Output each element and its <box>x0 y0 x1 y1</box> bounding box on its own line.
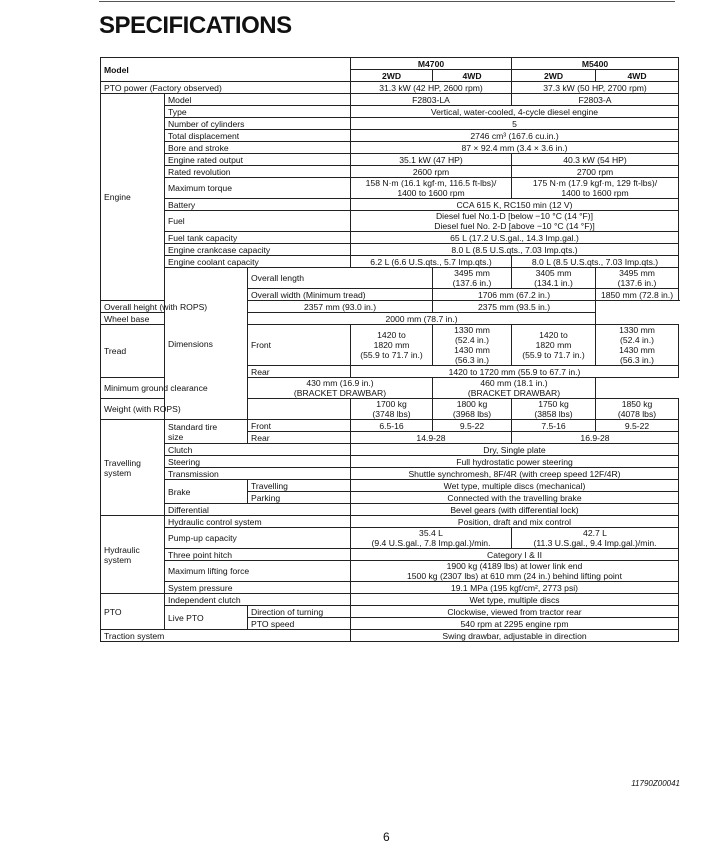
top-rule <box>99 1 675 2</box>
cell: 35.1 kW (47 HP) <box>351 154 512 166</box>
row-label: Weight (with ROPS) <box>101 399 351 420</box>
cell <box>351 211 679 232</box>
cell: F2803-A <box>512 94 679 106</box>
cell: Bevel gears (with differential lock) <box>351 504 679 516</box>
cell <box>248 378 433 399</box>
cell: 1420 to 1720 mm (55.9 to 67.7 in.) <box>351 366 679 378</box>
row-sublabel: Rear <box>248 432 351 444</box>
table-row <box>101 232 679 244</box>
cell-line: 1700 kg <box>376 399 407 409</box>
table-row <box>101 549 679 561</box>
table-row <box>101 166 679 178</box>
cell-line: 42.7 L <box>583 528 607 538</box>
cell: 87 × 92.4 mm (3.4 × 3.6 in.) <box>351 142 679 154</box>
cell-line: Diesel fuel No.1-D [below −10 °C (14 °F)] <box>435 211 594 221</box>
cell-line: 1430 mm <box>619 345 655 355</box>
cell-line: (3748 lbs) <box>372 409 411 419</box>
cell-line: 35.4 L <box>419 528 443 538</box>
cell <box>351 325 433 366</box>
group-line: system <box>104 467 132 478</box>
cell-line: 3405 mm <box>535 268 572 278</box>
row-label: Engine crankcase capacity <box>165 244 351 256</box>
cell: F2803-LA <box>351 94 512 106</box>
cell-line: (56.3 in.) <box>455 355 489 365</box>
figure-id: 11790Z00041 <box>631 779 680 788</box>
cell-line: 430 mm (16.9 in.) <box>306 378 374 388</box>
cell <box>433 268 512 289</box>
cell <box>351 399 433 420</box>
cell-line: 1820 mm <box>373 340 410 350</box>
cell <box>351 178 512 199</box>
cell-line: 1400 to 1600 rpm <box>397 188 465 198</box>
m5400-4wd-header: 4WD <box>596 70 679 82</box>
cell-line: 1330 mm <box>619 325 655 335</box>
row-label: Bore and stroke <box>165 142 351 154</box>
table-row <box>101 444 679 456</box>
cell: Vertical, water-cooled, 4-cycle diesel engine <box>351 106 679 118</box>
cell: 9.5-22 <box>596 420 679 432</box>
table-row <box>101 130 679 142</box>
cell <box>596 399 679 420</box>
row-label: Engine rated output <box>165 154 351 166</box>
cell-line: (56.3 in.) <box>620 355 654 365</box>
group-hydraulic <box>101 516 165 594</box>
group-engine: Engine <box>101 94 165 301</box>
table-row <box>101 561 679 582</box>
cell-line: 1820 mm <box>535 340 572 350</box>
cell-line: 1900 kg (4189 lbs) at lower link end <box>446 561 583 571</box>
cell-line: 1850 kg <box>621 399 653 409</box>
cell: 2600 rpm <box>351 166 512 178</box>
cell-line: Diesel fuel No. 2-D [above −10 °C (14 °F)] <box>434 221 595 231</box>
cell-line: 175 N·m (17.9 kgf·m, 129 ft-lbs)/ <box>532 178 658 188</box>
table-row <box>101 630 679 642</box>
cell-line: (3858 lbs) <box>534 409 573 419</box>
row-label: Transmission <box>165 468 351 480</box>
cell: 14.9-28 <box>351 432 512 444</box>
cell: Shuttle synchromesh, 8F/4R (with creep speed 12F/4R) <box>351 468 679 480</box>
table-row <box>101 582 679 594</box>
group-line: system <box>104 554 132 565</box>
cell-line: (137.6 in.) <box>617 278 657 288</box>
cell-line: 1500 kg (2307 lbs) at 610 mm (24 in.) behind lifting point <box>407 571 622 581</box>
table-row <box>101 594 679 606</box>
cell-line: 1330 mm <box>454 325 490 335</box>
row-sublabel: Parking <box>248 492 351 504</box>
row-label: Maximum lifting force <box>165 561 351 582</box>
specifications-table <box>100 57 679 642</box>
table-row <box>101 58 679 70</box>
row-label: Engine coolant capacity <box>165 256 351 268</box>
cell: 2746 cm³ (167.6 cu.in.) <box>351 130 679 142</box>
m4700-4wd-header: 4WD <box>433 70 512 82</box>
cell: 8.0 L (8.5 U.S.qts., 7.03 Imp.qts.) <box>351 244 679 256</box>
cell-line: 1420 to <box>539 330 568 340</box>
row-sublabel: PTO speed <box>248 618 351 630</box>
row-label: Number of cylinders <box>165 118 351 130</box>
row-label: Hydraulic control system <box>165 516 351 528</box>
row-label: Overall height (with ROPS) <box>101 301 248 313</box>
label-line: size <box>168 431 184 442</box>
cell: 2700 rpm <box>512 166 679 178</box>
row-label: Overall width (Minimum tread) <box>248 289 433 301</box>
cell <box>433 325 512 366</box>
row-label: System pressure <box>165 582 351 594</box>
table-row <box>101 94 679 106</box>
row-label: Three point hitch <box>165 549 351 561</box>
cell: Category I & II <box>351 549 679 561</box>
table-row <box>101 468 679 480</box>
row-sublabel: Rear <box>248 366 351 378</box>
table-row <box>101 106 679 118</box>
table-row <box>101 211 679 232</box>
group-line: Travelling <box>104 457 141 468</box>
row-label: Live PTO <box>165 606 248 630</box>
cell <box>351 528 512 549</box>
m4700-2wd-header: 2WD <box>351 70 433 82</box>
cell <box>512 399 596 420</box>
row-sublabel: Front <box>248 420 351 432</box>
cell: 9.5-22 <box>433 420 512 432</box>
cell: 1850 mm (72.8 in.) <box>596 289 679 301</box>
row-sublabel: Front <box>248 325 351 366</box>
cell-line: (137.6 in.) <box>452 278 492 288</box>
label-line: Standard tire <box>168 421 218 432</box>
row-label: Tread <box>101 325 165 378</box>
row-label <box>165 420 248 444</box>
cell <box>433 399 512 420</box>
table-row <box>101 301 679 313</box>
group-line: Hydraulic <box>104 544 140 555</box>
cell: Position, draft and mix control <box>351 516 679 528</box>
row-label: Clutch <box>165 444 351 456</box>
cell <box>351 561 679 582</box>
group-travelling <box>101 420 165 516</box>
cell: Swing drawbar, adjustable in direction <box>351 630 679 642</box>
m5400-2wd-header: 2WD <box>512 70 596 82</box>
table-row <box>101 142 679 154</box>
group-dimensions: Dimensions <box>165 268 248 420</box>
group-pto: PTO <box>101 594 165 630</box>
row-label: Rated revolution <box>165 166 351 178</box>
cell <box>512 178 679 199</box>
cell-line: 3495 mm <box>619 268 655 278</box>
cell: 40.3 kW (54 HP) <box>512 154 679 166</box>
row-label: PTO power (Factory observed) <box>101 82 351 94</box>
row-sublabel: Travelling <box>248 480 351 492</box>
model-header: Model <box>101 58 351 82</box>
table-row <box>101 82 679 94</box>
table-row <box>101 606 679 618</box>
cell-line: 1800 kg <box>456 399 488 409</box>
cell-line: 3495 mm <box>454 268 490 278</box>
row-label: Minimum ground clearance <box>101 378 248 399</box>
table-row <box>101 456 679 468</box>
row-label: Traction system <box>101 630 351 642</box>
cell-line: 1420 to <box>377 330 406 340</box>
table-row <box>101 178 679 199</box>
table-row <box>101 313 679 325</box>
row-label: Total displacement <box>165 130 351 142</box>
cell-line: (11.3 U.S.gal., 9.4 Imp.gal.)/min. <box>533 538 657 548</box>
cell-line: 1750 kg <box>538 399 569 409</box>
cell-line: 460 mm (18.1 in.) <box>480 378 548 388</box>
row-label: Fuel tank capacity <box>165 232 351 244</box>
cell-line: (4078 lbs) <box>617 409 657 419</box>
cell: 16.9-28 <box>512 432 679 444</box>
table-row <box>101 399 679 420</box>
cell-line: 1400 to 1600 rpm <box>561 188 629 198</box>
cell-line: (9.4 U.S.gal., 7.8 Imp.gal.)/min. <box>371 538 491 548</box>
cell: 2357 mm (93.0 in.) <box>248 301 433 313</box>
cell: 2375 mm (93.5 in.) <box>433 301 596 313</box>
cell: 6.5-16 <box>351 420 433 432</box>
cell: 6.2 L (6.6 U.S.qts., 5.7 Imp.qts.) <box>351 256 512 268</box>
cell: 31.3 kW (42 HP, 2600 rpm) <box>351 82 512 94</box>
row-label: Pump-up capacity <box>165 528 351 549</box>
cell: CCA 615 K, RC150 min (12 V) <box>351 199 679 211</box>
row-label: Model <box>165 94 351 106</box>
cell: Wet type, multiple discs (mechanical) <box>351 480 679 492</box>
cell: Wet type, multiple discs <box>351 594 679 606</box>
cell-line: (52.4 in.) <box>455 335 489 345</box>
row-label: Steering <box>165 456 351 468</box>
row-label: Battery <box>165 199 351 211</box>
cell-line: (55.9 to 71.7 in.) <box>360 350 423 360</box>
cell: 2000 mm (78.7 in.) <box>248 313 596 325</box>
row-label: Brake <box>165 480 248 504</box>
cell: 1706 mm (67.2 in.) <box>433 289 596 301</box>
table-row <box>101 244 679 256</box>
cell: Full hydrostatic power steering <box>351 456 679 468</box>
cell-line: (134.1 in.) <box>534 278 573 288</box>
cell: 8.0 L (8.5 U.S.qts., 7.03 Imp.qts.) <box>512 256 679 268</box>
cell: Clockwise, viewed from tractor rear <box>351 606 679 618</box>
table-row <box>101 516 679 528</box>
row-sublabel: Direction of turning <box>248 606 351 618</box>
table-row <box>101 480 679 492</box>
table-row <box>101 528 679 549</box>
table-row <box>101 199 679 211</box>
row-label: Independent clutch <box>165 594 351 606</box>
cell <box>433 378 596 399</box>
row-label: Differential <box>165 504 351 516</box>
table-row <box>101 420 679 432</box>
table-row <box>101 256 679 268</box>
cell: 19.1 MPa (195 kgf/cm², 2773 psi) <box>351 582 679 594</box>
row-label: Overall length <box>248 268 433 289</box>
row-label: Type <box>165 106 351 118</box>
m4700-header: M4700 <box>351 58 512 70</box>
table-row <box>101 268 679 289</box>
cell: 37.3 kW (50 HP, 2700 rpm) <box>512 82 679 94</box>
cell: Connected with the travelling brake <box>351 492 679 504</box>
cell-line: 158 N·m (16.1 kgf·m, 116.5 ft-lbs)/ <box>365 178 497 188</box>
table-row <box>101 118 679 130</box>
page-number: 6 <box>383 830 390 844</box>
cell-line: (BRACKET DRAWBAR) <box>293 388 387 398</box>
row-label: Wheel base <box>101 313 248 325</box>
cell: 5 <box>351 118 679 130</box>
row-label: Maximum torque <box>165 178 351 199</box>
table-row <box>101 378 679 399</box>
cell-line: (52.4 in.) <box>620 335 654 345</box>
cell-line: (BRACKET DRAWBAR) <box>467 388 561 398</box>
cell-line: 1430 mm <box>454 345 490 355</box>
cell <box>512 268 596 289</box>
cell <box>512 528 679 549</box>
m5400-header: M5400 <box>512 58 679 70</box>
cell: 65 L (17.2 U.S.gal., 14.3 Imp.gal.) <box>351 232 679 244</box>
table-row <box>101 154 679 166</box>
cell: Dry, Single plate <box>351 444 679 456</box>
cell <box>596 325 679 366</box>
cell: 540 rpm at 2295 engine rpm <box>351 618 679 630</box>
cell-line: (55.9 to 71.7 in.) <box>522 350 585 360</box>
cell: 7.5-16 <box>512 420 596 432</box>
cell <box>596 268 679 289</box>
page-title: SPECIFICATIONS <box>99 12 292 39</box>
table-row <box>101 504 679 516</box>
row-label: Fuel <box>165 211 351 232</box>
cell <box>512 325 596 366</box>
cell-line: (3968 lbs) <box>452 409 492 419</box>
